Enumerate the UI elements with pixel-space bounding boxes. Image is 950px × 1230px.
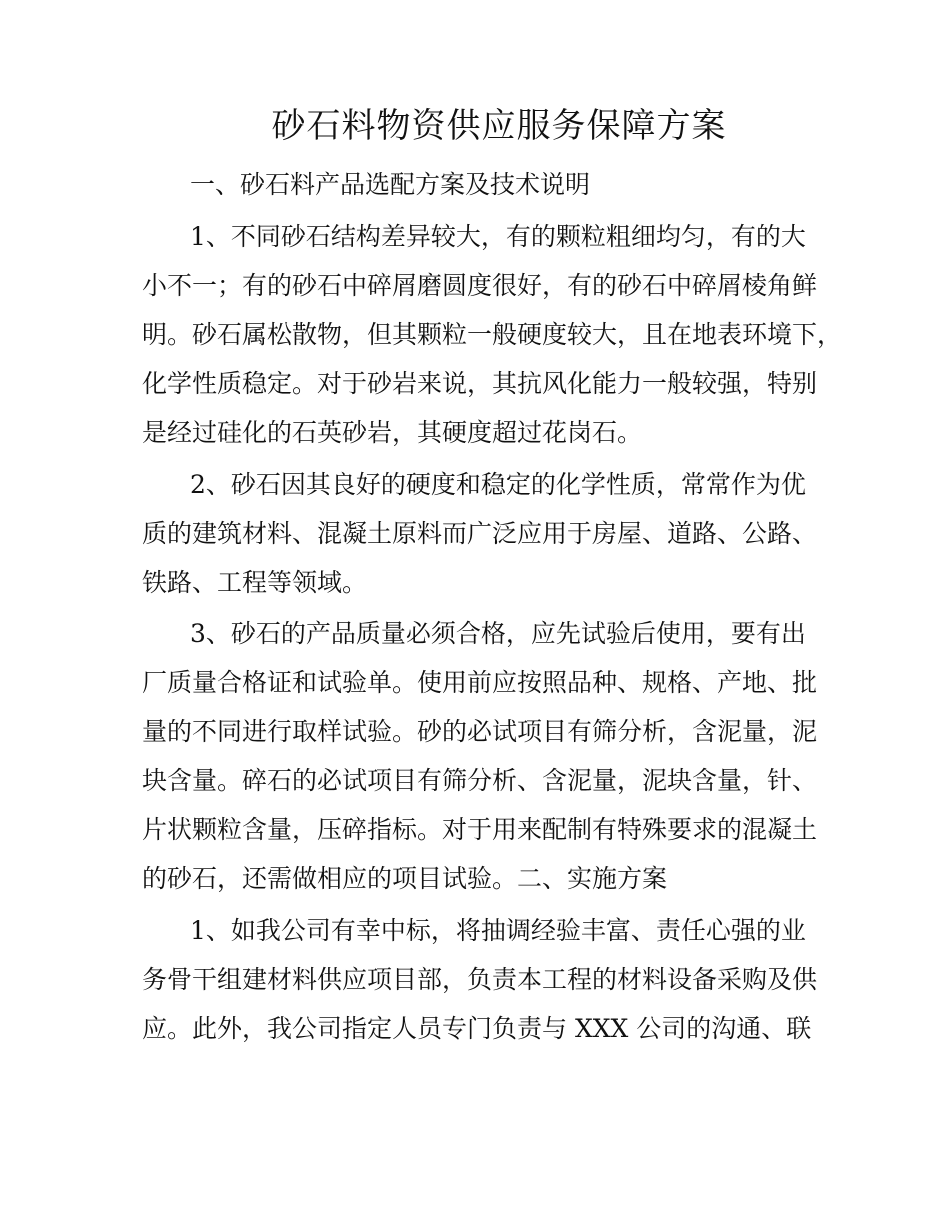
paragraph-line: 化学性质稳定。对于砂岩来说，其抗风化能力一般较强，特别 [142,369,818,398]
paragraph-line: 1、如我公司有幸中标，将抽调经验丰富、责任心强的业 [190,916,806,945]
paragraph-line: 务骨干组建材料供应项目部，负责本工程的材料设备采购及供 [142,965,818,994]
paragraph-line: 块含量。碎石的必试项目有筛分析、含泥量，泥块含量，针、 [142,766,818,795]
paragraph-line: 应。此外，我公司指定人员专门负责与 XXX 公司的沟通、联 [142,1014,812,1043]
paragraph-line: 2、砂石因其良好的硬度和稳定的化学性质，常常作为优 [190,470,806,499]
paragraph-line: 3、砂石的产品质量必须合格，应先试验后使用，要有出 [190,619,806,648]
paragraph-line: 质的建筑材料、混凝土原料而广泛应用于房屋、道路、公路、 [142,519,818,548]
paragraph-line: 片状颗粒含量，压碎指标。对于用来配制有特殊要求的混凝土 [142,815,818,844]
paragraph-line: 是经过硅化的石英砂岩，其硬度超过花岗石。 [142,418,643,447]
paragraph-line: 厂质量合格证和试验单。使用前应按照品种、规格、产地、批 [142,668,818,697]
section-heading-1: 一、砂石料产品选配方案及技术说明 [190,170,591,199]
document-title: 砂石料物资供应服务保障方案 [271,106,727,146]
paragraph-line: 的砂石，还需做相应的项目试验。二、实施方案 [142,864,668,893]
paragraph-line: 小不一；有的砂石中碎屑磨圆度很好，有的砂石中碎屑棱角鲜 [142,271,818,300]
paragraph-line: 1、不同砂石结构差异较大，有的颗粒粗细均匀，有的大 [190,222,806,251]
paragraph-line: 明。砂石属松散物，但其颗粒一般硬度较大，且在地表环境下， [142,320,843,349]
paragraph-line: 量的不同进行取样试验。砂的必试项目有筛分析，含泥量，泥 [142,717,818,746]
paragraph-line: 铁路、工程等领域。 [142,568,368,597]
